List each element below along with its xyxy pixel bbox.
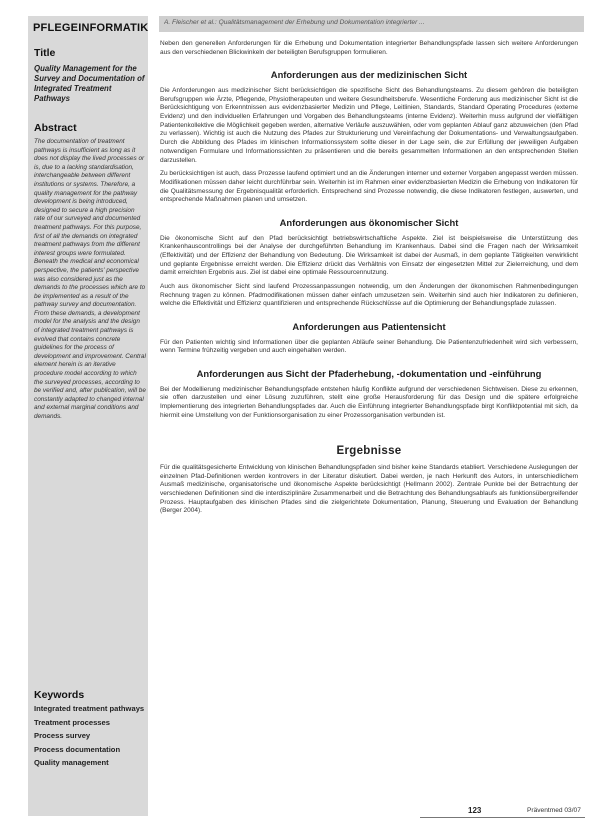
- section-heading-results: Ergebnisse: [336, 445, 402, 458]
- keywords-list: [34, 704, 146, 772]
- paragraph: Die Anforderungen aus medizinischer Sicht berücksichtigen die spezifische Sicht des Behandlungsteams. Zu diesem gehören die beteiligten Berufsgruppen wie Ärzte, Pflegende, Physiotherapeuten und weitere Gesundheitsberufe. Wesentliche Forderung aus medizinischer Sicht ist die Berücksichtigung von Erkenntnissen aus evidenzbasierter Medizin und Pflege, Leitlinien, Standards, Standard Operating Procedures (externe Evidenz) und den individuellen Erfahrungen und Vorgaben des Behandlungsteams (interne Evidenz). Weiterhin muss aufgrund der vielfältigen Patientenkollektive die Möglichkeit gegeben werden, alternative Verläufe auszuwählen, oder vom geplanten Ablauf ganz abzuweichen (den Pfad zu verlassen). Wichtig ist auch die Nutzung des Pfades zur Strukturierung und Vereinfachung der Dokumentations- und Verwaltungsaufgaben. Durch die Abbildung des Pfades im klinischen Informationssystem sollte dieser in der Lage sein, die zur Erfüllung der jeweiligen Aufgaben notwendigen Formulare und Informationssichten zu präsentieren und die bereits gesammelten Informationen an den entsprechenden Stellen darzustellen.: [160, 86, 578, 164]
- keyword-item: Quality management: [34, 758, 109, 767]
- section-heading-pathway: Anforderungen aus Sicht der Pfaderhebung, -dokumentation und -einführung: [196, 368, 542, 380]
- keyword-item: Process survey: [34, 731, 91, 740]
- footer-rule: [420, 817, 585, 818]
- abstract-text: The documentation of treatment pathways is insufficient as long as it does not display the lived processes or is, due to a lacking standardisation, interchangeable between different institutions or systems. Therefore, a quality management for the pathway development is being introduced, designed to secure a high precision rate of our surveyed and documented treatment pathways. For this purpose, first of all the demands on integrated treatment pathways from the different interest groups were formulated. Beneath the medical and economical perspective, the patients' perspective was also considered just as the demands to the processes which are to be implemented as a result of the pathway survey and documentation. From these demands, a development model for the analysis and the design of integrated treatment pathways is evolved that contains concrete guidelines for the process of development and improvement. Central element herein is an iterative procedure model according to which the surveyed processes, according to be verified and, after publication, will be constantly adapted to changed internal and external marginal conditions and demands.: [34, 138, 146, 420]
- paragraph: Bei der Modellierung medizinischer Behandlungspfade entstehen häufig Konflikte aufgrund der verschiedenen Sichtweisen. Diese zu erkennen, sie offen darzustellen und einer Lösung zuzuführen, stellt eine große Herausforderung für das Design und die spätere erfolgreiche Implementierung des integrierten Behandlungspfades dar. Auch die Einführung integrierter Behandlungspfade birgt Konfliktpotential mit sich, da hiermit eine Umstellung von der Funktionsorganisation zu einer Prozessorganisation verbunden ist.: [160, 385, 578, 419]
- paragraph: Für den Patienten wichtig sind Informationen über die geplanten Abläufe seiner Behandlung. Die Patientenzufriedenheit wird sich verbessern, wenn Termine frühzeitig vergeben und auch eingehalten werden.: [160, 338, 578, 355]
- page-number: 123: [468, 806, 482, 815]
- english-title: Quality Management for the Survey and Documentation of Integrated Treatment Pathways: [34, 64, 145, 103]
- paragraph: Zu berücksichtigen ist auch, dass Prozesse laufend optimiert und an die Änderungen interner und externer Vorgaben angepasst werden müssen. Modifikationen müssen daher leicht durchführbar sein. Weiterhin ist im Rahmen einer evidenzbasierten Medizin die Erhebung von Indikatoren für die Qualitätsmessung der Ergebnisqualität erforderlich. Entsprechend sind Prozesse notwendig, die diese Indikatoren festlegen, auswerten, und entsprechende Maßnahmen planen und umsetzen.: [160, 170, 578, 204]
- section-heading-economic: Anforderungen aus ökonomischer Sicht: [279, 217, 459, 229]
- section-heading-medical: Anforderungen aus der medizinischen Sicht: [270, 69, 468, 81]
- paragraph: Die ökonomische Sicht auf den Pfad berücksichtigt betriebswirtschaftliche Aspekte. Ziel ist beispielsweise die Unterstützung des Krankenhauscontrollings bei der Analyse der durchgeführten Behandlung im Krankenhaus. Dabei sind die Fragen nach der Wirksamkeit (Effektivität) und der Effizienz der Behandlung von Bedeutung. Die Wirksamkeit ist dabei der Ausmaß, in dem geplante Tätigkeiten verwirklicht und geplante Ergebnisse erreicht werden. Die Effizienz drückt das Verhältnis von Einsatz der eingesetzten Mittel zur Zielerreichung, und dem damit erreichten Ergebnis aus. Ziel ist dabei eine optimale Ressourcennutzung.: [160, 234, 578, 277]
- title-label: Title: [34, 47, 56, 59]
- journal-reference: Präventmed 03/07: [527, 807, 581, 814]
- article-body: [160, 40, 578, 521]
- keywords-label: Keywords: [34, 689, 85, 701]
- running-title: A. Fleischer et al.: Qualitätsmanagement der Erhebung und Dokumentation integrierter ...: [164, 19, 425, 26]
- paragraph: Auch aus ökonomischer Sicht sind laufend Prozessanpassungen notwendig, um den Änderungen der ökonomischen Rahmenbedingungen Rechnung tragen zu können. Pfadmodifikationen müssen daher einfach umzusetzen sein. Weiterhin sind auch hier Indikatoren zu definieren, welche die Effektivität und Effizienz quantifizieren und entsprechende Rückschlüsse auf die Optimierung der Behandlungspfade zulassen.: [160, 283, 578, 308]
- abstract-label: Abstract: [34, 122, 77, 134]
- keyword-item: Integrated treatment pathways: [34, 704, 145, 713]
- keyword-item: Treatment processes: [34, 717, 110, 727]
- section-heading-patient: Anforderungen aus Patientensicht: [292, 321, 446, 333]
- keyword-item: Process documentation: [34, 744, 121, 754]
- section-brand: PFLEGEINFORMATIK: [33, 22, 149, 34]
- intro-paragraph: Neben den generellen Anforderungen für die Erhebung und Dokumentation integrierter Behandlungspfade lassen sich weitere Anforderungen aus den verschiedenen Blickwinkeln der beteiligten Berufsgruppen formulieren.: [160, 40, 578, 56]
- paragraph: Für die qualitätsgesicherte Entwicklung von klinischen Behandlungspfaden sind bisher keine Standards etabliert. Verschiedene Auslegungen der einzelnen Pfad-Definitionen werden kontrovers in der Literatur diskutiert. Dabei werden, je nach Herkunft des Autors, in unterschiedlichem Ausmaß medizinische, organisatorische und ökonomische Aspekte berücksichtigt (Hellmann 2002). Zentrale Punkte bei der Betrachtung der verschiedenen Definitionen sind die interdisziplinäre Zusammenarbeit und die Betrachtung des Behandlungsablaufs als funktionsübergreifender Prozess. Hauptaufgaben des klinischen Pfades sind die zielgerichtete Dokumentation, Planung, Steuerung und Evaluation der Behandlung (Berger 2004).: [160, 463, 578, 515]
